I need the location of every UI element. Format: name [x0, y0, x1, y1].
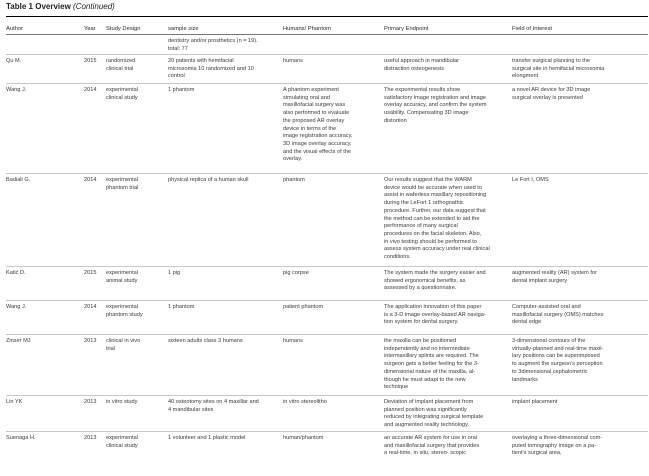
cell-text-line: 2014	[84, 304, 97, 310]
cell-text-line: in vivo testing should be performed to	[384, 238, 477, 245]
cell-text-line: Zinser MJ	[6, 338, 31, 344]
cell-text-line: Le Fort I, OMS	[512, 177, 549, 183]
cell-text-line: an accurate AR system for use in oral	[384, 435, 477, 441]
cell-text-line: distortion	[384, 117, 407, 124]
cell-text-line: surgical overlay is presented	[512, 94, 583, 101]
study-design-cell	[106, 270, 166, 285]
cell-text-line: The experimental results show	[384, 87, 460, 93]
study-design-cell	[106, 58, 166, 73]
cell-text-line: virtually-planned and real-time maxil-	[512, 345, 604, 352]
cell-text-line: phantom trial	[106, 184, 139, 191]
cell-text-line: conditions.	[384, 254, 411, 261]
cell-text-line: puted tomography image on a pa-	[512, 442, 596, 449]
cell-text-line: experimental	[106, 87, 139, 93]
row-divider	[6, 431, 648, 432]
year-cell	[84, 58, 106, 66]
cell-text-line: lary positions can be superimposed	[512, 353, 600, 360]
cell-text-line: 1 volunteer and 1 plastic model	[168, 435, 246, 441]
author-cell	[6, 338, 84, 346]
column-header-field-of-interest: Field of Interest	[512, 26, 552, 32]
cell-text-line: phantom study	[106, 311, 143, 318]
cell-text-line: experimental	[106, 304, 139, 310]
field-of-interest-cell	[512, 177, 644, 185]
cell-text-line: procedures on the facial skeleton. Also,	[384, 230, 482, 237]
cell-text-line: sixteen adults class 3 humans	[168, 338, 243, 344]
cell-text-line: dental implant surgery	[512, 277, 568, 284]
cell-text-line: clinical study	[106, 442, 138, 449]
cell-text-line: performance of many surgical	[384, 223, 458, 230]
cell-text-line: landmarks	[512, 376, 538, 383]
field-of-interest-cell	[512, 87, 644, 102]
sample-size-cell	[168, 338, 278, 346]
cell-text-line: device would be accurate when used to	[384, 184, 482, 191]
author-cell	[6, 399, 84, 407]
study-design-cell	[106, 177, 166, 192]
cell-text-line: and maxillofacial surgery that provides	[384, 442, 480, 449]
cell-text-line: showed ergonomical benefits, as	[384, 277, 466, 284]
cell-text-line: tion system for dental surgery.	[384, 319, 459, 326]
humans-phantom-cell	[283, 399, 380, 407]
column-header-humans-phantom: Humans/ Phantom	[283, 26, 332, 32]
sample-size-cell	[168, 177, 278, 185]
cell-text-line: during the LeFort 1 orthognathic	[384, 200, 464, 207]
cell-text-line: Deviation of implant placement from	[384, 399, 474, 405]
row-divider	[6, 395, 648, 396]
year-cell	[84, 435, 106, 443]
cell-text-line: image registration accuracy,	[283, 133, 353, 140]
author-cell	[6, 304, 84, 312]
header-bottom-rule	[6, 34, 648, 35]
cell-text-line: control	[168, 73, 185, 80]
cell-text-line: Computer-assisted oral and	[512, 304, 581, 310]
cell-text-line: intermaxillary splints are required. The	[384, 353, 479, 360]
cell-text-line: 1 phantom	[168, 87, 195, 93]
sample-size-cell	[168, 58, 278, 81]
column-header-author: Author	[6, 26, 24, 32]
cell-text-line: a novel AR device for 3D image	[512, 87, 591, 93]
cell-text-line: The system made the surgery easier and	[384, 270, 486, 276]
study-design-cell	[106, 304, 166, 319]
field-of-interest-cell	[512, 58, 644, 81]
sample-size-cell	[168, 304, 278, 312]
cell-text-line: maxillofacial surgery was	[283, 102, 346, 109]
cell-text-line: microsomia 10 randomized and 10	[168, 65, 254, 72]
cell-text-line: useful approach in mandibular	[384, 58, 459, 64]
cell-text-line: human/phantom	[283, 435, 324, 441]
author-cell	[6, 435, 84, 443]
cell-text-line: usability. Compensating 3D image	[384, 110, 469, 117]
cell-text-line: Lin YK	[6, 399, 23, 405]
row-divider	[6, 300, 648, 301]
study-design-cell	[106, 435, 166, 450]
field-of-interest-cell	[512, 338, 644, 384]
cell-text-line: to 3dimensional cephalometric	[512, 368, 588, 375]
cell-text-line: 2013	[84, 435, 97, 441]
cell-text-line: Suenaga H.	[6, 435, 36, 441]
cell-text-line: physical replica of a human skull	[168, 177, 249, 183]
column-header-primary-endpoint: Primary Endpoint	[384, 26, 429, 32]
cell-text-line: experimental	[106, 177, 139, 183]
cell-text-line: elongment	[512, 73, 539, 80]
humans-phantom-cell	[283, 58, 380, 66]
cell-text-line: 20 patients with hemifacial	[168, 58, 234, 64]
cell-text-line: clinical in vivo	[106, 338, 141, 344]
study-design-cell	[106, 87, 166, 102]
year-cell	[84, 270, 106, 278]
author-cell	[6, 58, 84, 66]
column-header-study-design: Study Design	[106, 26, 141, 32]
row-divider	[6, 173, 648, 174]
cell-text-line: dental edge	[512, 319, 542, 326]
cell-text-line: 2013	[84, 338, 97, 344]
cell-text-line: the maxilla can be positioned	[384, 338, 457, 344]
humans-phantom-cell	[283, 338, 380, 346]
study-design-cell	[106, 399, 166, 407]
cell-text-line: transfer surgical planning to the	[512, 58, 591, 64]
sample-size-cell	[168, 270, 278, 278]
table-title: Overview	[35, 2, 71, 11]
cell-text-line: 2015	[84, 58, 97, 64]
cell-text-line: total: 77	[168, 45, 188, 52]
cell-text-line: the proposed AR overlay	[283, 117, 345, 124]
cell-text-line: Wang J.	[6, 87, 27, 93]
humans-phantom-cell	[283, 304, 380, 312]
cell-text-line: independently and no intermediate	[384, 345, 470, 352]
cell-text-line: The application innovation of this paper	[384, 304, 482, 310]
cell-text-line: 2013	[84, 399, 97, 405]
cell-text-line: clinical study	[106, 94, 138, 101]
cell-text-line: is a 3-D image overlay-based AR naviga-	[384, 311, 486, 318]
year-cell	[84, 399, 106, 407]
cell-text-line: surgeon gets a better feeling for the 3-	[384, 361, 479, 368]
cell-text-line: though he must adapt to the new	[384, 376, 466, 383]
cell-text-line: to augment the surgeon's perception	[512, 361, 603, 368]
cell-text-line: reduced by integrating surgical template	[384, 414, 484, 421]
cell-text-line: clinical trial	[106, 65, 134, 72]
primary-endpoint-cell	[384, 304, 506, 327]
cell-text-line: also performed to evaluate	[283, 110, 350, 117]
cell-text-line: 1 pig	[168, 270, 181, 276]
cell-text-line: randomized	[106, 58, 136, 64]
sample-size-cell	[168, 399, 278, 414]
cell-text-line: technique	[384, 384, 409, 391]
sample-size-cell	[168, 435, 278, 443]
cell-text-line: tient's surgical area,	[512, 450, 562, 457]
cell-text-line: dimensional nature of the maxilla, al-	[384, 368, 476, 375]
cell-text-line: Qu M.	[6, 58, 22, 64]
cell-text-line: 3D image overlay accuracy,	[283, 140, 352, 147]
field-of-interest-cell	[512, 270, 644, 285]
cell-text-line: procedure. Further, our data suggest that	[384, 207, 486, 214]
cell-text-line: 4 mandibular sites	[168, 406, 214, 413]
cell-text-line: and augmented reality technology.	[384, 422, 470, 429]
field-of-interest-cell	[512, 304, 644, 327]
row-divider	[6, 54, 648, 55]
cell-text-line: overlay accuracy, and confirm the system	[384, 102, 487, 109]
humans-phantom-cell	[283, 87, 380, 164]
cell-text-line: 2015	[84, 270, 97, 276]
cell-text-line: animal study	[106, 277, 138, 284]
primary-endpoint-cell	[384, 435, 506, 458]
cell-text-line: assess system accuracy under real clinical	[384, 246, 490, 253]
cell-text-line: simulating oral and	[283, 94, 330, 101]
field-of-interest-cell	[512, 399, 644, 407]
cell-text-line: in vitro study	[106, 399, 138, 405]
cell-text-line: experimental	[106, 270, 139, 276]
cell-text-line: planned position was significantly	[384, 406, 467, 413]
humans-phantom-cell	[283, 177, 380, 185]
table-caption	[6, 2, 115, 12]
cell-text-line: Wang J.	[6, 304, 27, 310]
humans-phantom-cell	[283, 270, 380, 278]
cell-text-line: dentistry and/or prosthetics (n = 19).	[168, 38, 258, 44]
primary-endpoint-cell	[384, 58, 506, 73]
cell-text-line: humans	[283, 58, 303, 64]
cell-text-line: phantom	[283, 177, 305, 183]
cell-text-line: humans	[283, 338, 303, 344]
table-label: Table 1	[6, 2, 33, 11]
cell-text-line: Katić D.	[6, 270, 26, 276]
year-cell	[84, 338, 106, 346]
cell-text-line: distraction osteogenesis	[384, 65, 445, 72]
row-divider	[6, 266, 648, 267]
table-continued-note: (Continued)	[73, 2, 115, 11]
humans-phantom-cell	[283, 435, 380, 443]
cell-text-line: pig corpse	[283, 270, 309, 276]
cell-text-line: trial	[106, 345, 116, 352]
column-header-sample-size: sample size	[168, 26, 199, 32]
cell-text-line: overlaying a three-dimensional com-	[512, 435, 603, 441]
cell-text-line: 2014	[84, 177, 97, 183]
cell-text-line: assessed by a questionnaire.	[384, 285, 457, 292]
primary-endpoint-cell	[384, 399, 506, 430]
cell-text-line: in vitro stereolitho	[283, 399, 327, 405]
cell-text-line: 2014	[84, 87, 97, 93]
cell-text-line: overlay.	[283, 156, 303, 163]
cell-text-line: A phantom experiment	[283, 87, 339, 93]
table-top-rule	[6, 16, 648, 17]
cell-text-line: Our results suggest that the WARM	[384, 177, 472, 183]
study-design-cell	[106, 338, 166, 353]
cell-text-line: experimental	[106, 435, 139, 441]
cell-text-line: maxillofacial surgery (OMS) matches	[512, 311, 604, 318]
cell-text-line: 40 osteotomy sites on 4 maxillar and	[168, 399, 259, 405]
primary-endpoint-cell	[384, 338, 506, 392]
row-divider	[6, 334, 648, 335]
year-cell	[84, 177, 106, 185]
field-of-interest-cell	[512, 435, 644, 458]
cell-text-line: and the visual effects of the	[283, 148, 351, 155]
cell-text-line: implant placement	[512, 399, 558, 405]
cell-text-line: surgical site in hemifacial microsomia	[512, 65, 605, 72]
cell-text-line: Badiali G.	[6, 177, 31, 183]
author-cell	[6, 270, 84, 278]
cell-text-line: assist in waferless maxillary repositioning	[384, 192, 487, 199]
sample-size-cell	[168, 38, 278, 53]
row-divider	[6, 83, 648, 84]
primary-endpoint-cell	[384, 270, 506, 293]
cell-text-line: device in terms of the	[283, 125, 337, 132]
primary-endpoint-cell	[384, 177, 506, 262]
column-header-year: Year	[84, 26, 96, 32]
cell-text-line: 3-dimensional contours of the	[512, 338, 586, 344]
cell-text-line: augmented reality (AR) system for	[512, 270, 597, 276]
year-cell	[84, 87, 106, 95]
sample-size-cell	[168, 87, 278, 95]
cell-text-line: the method can be extended to aid the	[384, 215, 480, 222]
primary-endpoint-cell	[384, 87, 506, 126]
author-cell	[6, 87, 84, 95]
cell-text-line: satisfactory image registration and image	[384, 94, 486, 101]
cell-text-line: 1 phantom	[168, 304, 195, 310]
author-cell	[6, 177, 84, 185]
year-cell	[84, 304, 106, 312]
cell-text-line: a real-time, in situ, stereo- scopic	[384, 450, 467, 457]
cell-text-line: patient phantom	[283, 304, 324, 310]
